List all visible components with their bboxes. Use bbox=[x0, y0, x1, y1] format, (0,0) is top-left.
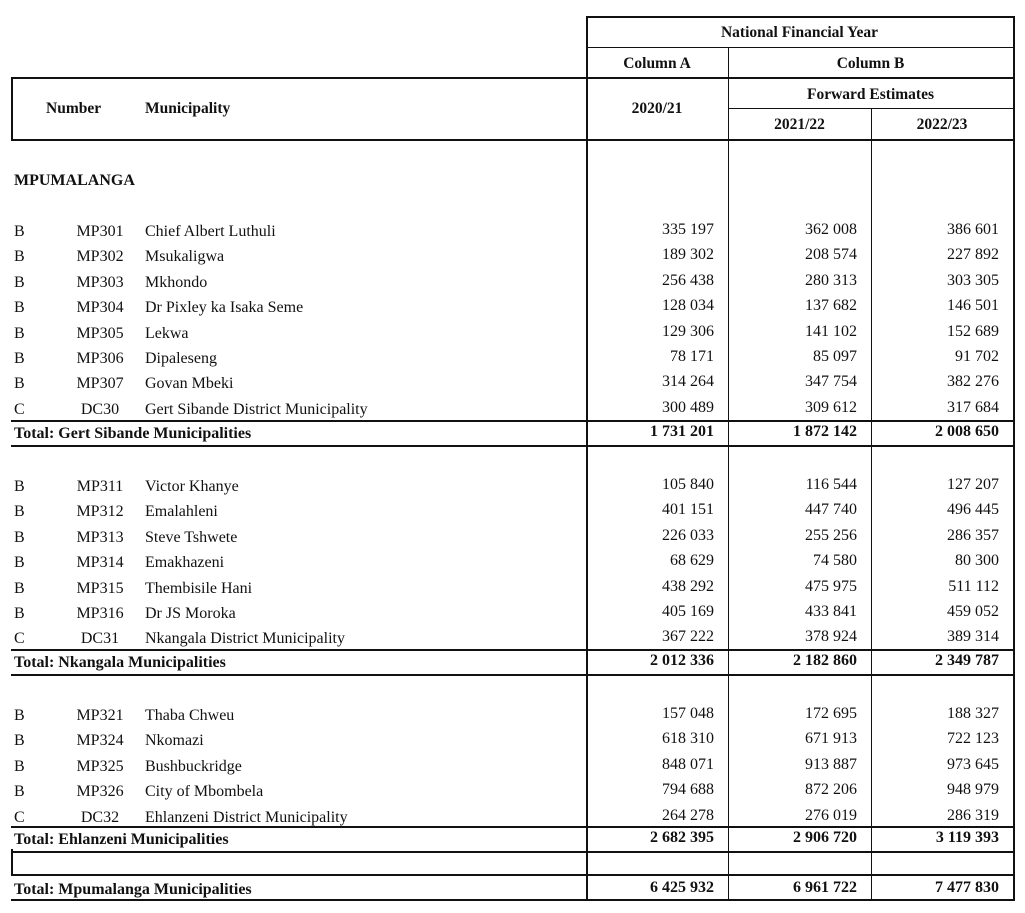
row-category: C bbox=[14, 400, 25, 418]
row-value-2021: 362 008 bbox=[805, 221, 857, 238]
row-value-2020: 335 197 bbox=[662, 221, 714, 238]
row-value-2022: 722 123 bbox=[947, 730, 999, 748]
row-municipality-name: Emalahleni bbox=[145, 503, 218, 521]
header-bottom-rule bbox=[11, 139, 1013, 141]
header-municipality: Municipality bbox=[145, 100, 231, 117]
row-value-2020: 129 306 bbox=[662, 322, 714, 340]
row-value-2020: 128 034 bbox=[662, 297, 714, 315]
header-year-2022: 2022/23 bbox=[916, 116, 968, 133]
row-value-2020: 105 840 bbox=[662, 476, 714, 493]
row-code: MP307 bbox=[76, 375, 124, 393]
row-municipality-name: Msukaligwa bbox=[145, 248, 225, 266]
row-municipality-name: City of Mbombela bbox=[145, 783, 264, 801]
row-value-2022: 973 645 bbox=[947, 755, 999, 773]
row-value-2022: 496 445 bbox=[947, 501, 999, 519]
header-rule bbox=[11, 77, 1013, 79]
row-category: C bbox=[14, 630, 25, 648]
total-value-2022: 3 119 393 bbox=[935, 829, 999, 846]
total-value-2020: 2 682 395 bbox=[650, 829, 714, 846]
row-category: B bbox=[14, 579, 25, 597]
header-column-b: Column B bbox=[836, 55, 905, 72]
row-value-2020: 401 151 bbox=[662, 501, 714, 519]
row-municipality-name: Dr Pixley ka Isaka Seme bbox=[145, 299, 304, 317]
row-municipality-name: Nkomazi bbox=[145, 732, 204, 750]
row-code: MP316 bbox=[76, 605, 124, 622]
row-value-2022: 146 501 bbox=[947, 297, 999, 315]
row-value-2022: 386 601 bbox=[947, 221, 999, 238]
row-value-2022: 459 052 bbox=[947, 603, 999, 620]
row-value-2021: 141 102 bbox=[805, 322, 857, 340]
row-code: MP313 bbox=[76, 528, 124, 546]
row-municipality-name: Dipaleseng bbox=[145, 350, 217, 367]
row-value-2021: 280 313 bbox=[805, 271, 857, 289]
row-municipality-name: Steve Tshwete bbox=[145, 528, 238, 546]
row-code: MP325 bbox=[76, 757, 124, 775]
row-category: B bbox=[14, 375, 25, 393]
row-municipality-name: Bushbuckridge bbox=[145, 757, 242, 775]
row-value-2020: 618 310 bbox=[662, 730, 714, 748]
row-value-2020: 256 438 bbox=[662, 271, 714, 289]
column-b2-left-rule bbox=[871, 108, 872, 901]
total-value-2022: 2 008 650 bbox=[935, 423, 999, 440]
row-value-2021: 137 682 bbox=[805, 297, 857, 315]
row-municipality-name: Lekwa bbox=[145, 324, 189, 342]
row-value-2021: 255 256 bbox=[805, 526, 857, 544]
row-value-2022: 511 112 bbox=[948, 577, 999, 595]
row-value-2022: 188 327 bbox=[947, 705, 999, 722]
grand-total-bottom-rule bbox=[11, 899, 1013, 901]
row-value-2020: 68 629 bbox=[670, 552, 714, 570]
grand-total-label: Total: Mpumalanga Municipalities bbox=[14, 881, 252, 898]
row-value-2021: 116 544 bbox=[805, 476, 857, 493]
row-code: MP306 bbox=[76, 350, 124, 367]
row-municipality-name: Emakhazeni bbox=[145, 554, 225, 572]
row-value-2021: 309 612 bbox=[805, 398, 857, 416]
row-value-2022: 382 276 bbox=[947, 373, 999, 391]
row-category: B bbox=[14, 554, 25, 572]
total-value-2021: 2 906 720 bbox=[793, 829, 857, 846]
row-value-2020: 78 171 bbox=[670, 348, 714, 365]
row-municipality-name: Dr JS Moroka bbox=[145, 605, 236, 622]
row-code: MP312 bbox=[76, 503, 124, 521]
header-year-2021: 2021/22 bbox=[774, 116, 825, 133]
table-right-rule bbox=[1013, 16, 1015, 901]
row-municipality-name: Chief Albert Luthuli bbox=[145, 223, 276, 240]
total-label: Total: Nkangala Municipalities bbox=[14, 654, 226, 671]
total-label: Total: Gert Sibande Municipalities bbox=[14, 425, 252, 442]
row-value-2022: 91 702 bbox=[955, 348, 999, 365]
row-municipality-name: Victor Khanye bbox=[145, 478, 239, 495]
province-heading: MPUMALANGA bbox=[14, 172, 135, 189]
column-a-left-rule bbox=[586, 16, 588, 901]
row-municipality-name: Thembisile Hani bbox=[145, 579, 253, 597]
grand-total-value-2022: 7 477 830 bbox=[935, 879, 999, 896]
row-code: MP315 bbox=[76, 579, 124, 597]
row-value-2020: 405 169 bbox=[662, 603, 714, 620]
row-category: B bbox=[14, 273, 25, 291]
total-top-rule bbox=[11, 420, 1013, 422]
row-category: B bbox=[14, 757, 25, 775]
row-category: B bbox=[14, 783, 25, 801]
header-forward-estimates: Forward Estimates bbox=[807, 86, 934, 103]
row-value-2022: 286 357 bbox=[947, 526, 999, 544]
row-value-2021: 85 097 bbox=[813, 348, 857, 365]
header-column-a: Column A bbox=[623, 55, 691, 72]
column-b-left-rule bbox=[728, 47, 729, 901]
total-bottom-rule bbox=[11, 674, 1013, 676]
row-code: MP301 bbox=[76, 223, 124, 240]
row-code: MP304 bbox=[76, 299, 124, 317]
row-municipality-name: Gert Sibande District Municipality bbox=[145, 400, 368, 418]
row-value-2020: 794 688 bbox=[662, 781, 714, 799]
row-value-2021: 208 574 bbox=[805, 246, 857, 264]
total-value-2020: 2 012 336 bbox=[650, 652, 714, 669]
header-number: Number bbox=[46, 100, 102, 117]
row-value-2021: 276 019 bbox=[805, 806, 857, 824]
row-value-2022: 303 305 bbox=[947, 271, 999, 289]
row-value-2020: 848 071 bbox=[662, 755, 714, 773]
row-value-2020: 314 264 bbox=[662, 373, 714, 391]
row-code: MP302 bbox=[76, 248, 124, 266]
row-category: B bbox=[14, 503, 25, 521]
row-value-2021: 671 913 bbox=[805, 730, 857, 748]
blank-row-left-rule bbox=[11, 849, 13, 875]
row-code: MP326 bbox=[76, 783, 124, 801]
total-top-rule bbox=[11, 649, 1013, 651]
grand-total-value-2021: 6 961 722 bbox=[793, 879, 857, 896]
row-municipality-name: Nkangala District Municipality bbox=[145, 630, 345, 648]
row-municipality-name: Mkhondo bbox=[145, 273, 208, 291]
row-category: B bbox=[14, 299, 25, 317]
row-municipality-name: Thaba Chweu bbox=[145, 707, 235, 724]
row-category: B bbox=[14, 605, 25, 622]
row-value-2022: 317 684 bbox=[947, 398, 999, 416]
row-value-2020: 226 033 bbox=[662, 526, 714, 544]
grand-total-value-2020: 6 425 932 bbox=[650, 879, 714, 896]
row-value-2021: 872 206 bbox=[805, 781, 857, 799]
row-code: MP305 bbox=[76, 324, 124, 342]
row-code: MP314 bbox=[76, 554, 124, 572]
row-value-2022: 80 300 bbox=[955, 552, 999, 570]
header-year-2020: 2020/21 bbox=[631, 100, 683, 117]
row-code: MP303 bbox=[76, 273, 124, 291]
total-bottom-rule bbox=[11, 851, 1013, 853]
row-code: MP324 bbox=[76, 732, 124, 750]
row-value-2021: 475 975 bbox=[805, 577, 857, 595]
row-value-2021: 378 924 bbox=[805, 628, 857, 646]
row-category: B bbox=[14, 478, 25, 495]
row-category: B bbox=[14, 528, 25, 546]
row-value-2021: 74 580 bbox=[813, 552, 857, 570]
row-municipality-name: Ehlanzeni District Municipality bbox=[145, 808, 348, 826]
row-value-2020: 300 489 bbox=[662, 398, 714, 416]
row-value-2020: 157 048 bbox=[662, 705, 714, 722]
row-value-2020: 264 278 bbox=[662, 806, 714, 824]
total-value-2021: 2 182 860 bbox=[793, 652, 857, 669]
header-rule bbox=[586, 47, 1013, 48]
row-value-2021: 433 841 bbox=[805, 603, 857, 620]
row-code: DC30 bbox=[80, 400, 120, 418]
row-value-2022: 389 314 bbox=[947, 628, 999, 646]
row-value-2021: 913 887 bbox=[805, 755, 857, 773]
row-value-2022: 286 319 bbox=[947, 806, 999, 824]
total-value-2021: 1 872 142 bbox=[793, 423, 857, 440]
row-category: B bbox=[14, 324, 25, 342]
row-category: C bbox=[14, 808, 25, 826]
row-category: B bbox=[14, 707, 25, 724]
row-code: MP321 bbox=[76, 707, 124, 724]
row-value-2022: 227 892 bbox=[947, 246, 999, 264]
row-value-2020: 189 302 bbox=[662, 246, 714, 264]
row-category: B bbox=[14, 248, 25, 266]
header-national-financial-year: National Financial Year bbox=[720, 24, 878, 41]
row-code: MP311 bbox=[76, 478, 124, 495]
total-value-2020: 1 731 201 bbox=[650, 423, 714, 440]
total-bottom-rule bbox=[11, 445, 1013, 447]
row-value-2022: 152 689 bbox=[947, 322, 999, 340]
row-value-2020: 438 292 bbox=[662, 577, 714, 595]
total-top-rule bbox=[11, 826, 1013, 828]
row-code: DC31 bbox=[80, 630, 120, 648]
row-municipality-name: Govan Mbeki bbox=[145, 375, 234, 393]
total-label: Total: Ehlanzeni Municipalities bbox=[14, 831, 229, 848]
grand-total-top-rule bbox=[11, 874, 1013, 876]
row-category: B bbox=[14, 223, 25, 240]
row-category: B bbox=[14, 732, 25, 750]
row-value-2022: 948 979 bbox=[947, 781, 999, 799]
row-value-2021: 172 695 bbox=[805, 705, 857, 722]
row-value-2022: 127 207 bbox=[947, 476, 999, 493]
row-code: DC32 bbox=[80, 808, 120, 826]
row-value-2021: 347 754 bbox=[805, 373, 857, 391]
row-value-2021: 447 740 bbox=[805, 501, 857, 519]
header-top-rule bbox=[586, 16, 1013, 18]
header-left-rule bbox=[11, 77, 13, 140]
row-value-2020: 367 222 bbox=[662, 628, 714, 646]
total-value-2022: 2 349 787 bbox=[935, 652, 999, 669]
row-category: B bbox=[14, 350, 25, 367]
